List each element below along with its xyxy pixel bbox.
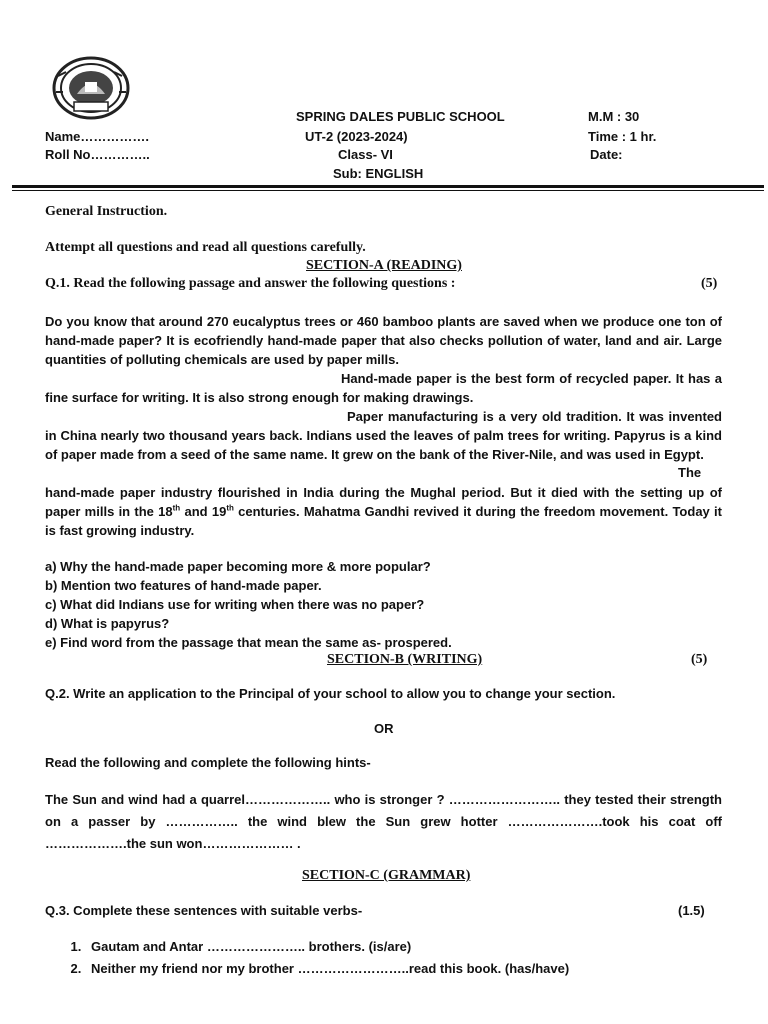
instructions-text: Attempt all questions and read all questions carefully.	[45, 240, 366, 255]
section-c-heading: SECTION-C (GRAMMAR)	[302, 868, 471, 883]
class-label: Class- VI	[338, 147, 393, 162]
question-1: Q.1. Read the following passage and answer the following questions :	[45, 276, 456, 291]
hints-story: The Sun and wind had a quarrel……………….. who is stronger ? …………………….. they tested their strength on a passer by …………….. the wind blew the Sun grew hotter ………………….took his coat off ……………….the sun won………………… .	[45, 792, 722, 851]
question-1-marks: (5)	[701, 276, 718, 291]
list-item: 1. Gautam and Antar ………………….. brothers. (is/are)	[85, 936, 569, 958]
max-marks: M.M : 30	[588, 109, 640, 124]
instructions-title: General Instruction.	[45, 204, 168, 219]
passage-paragraph-4-start: The	[678, 465, 702, 480]
header-divider-thick	[12, 185, 764, 188]
roll-number-field: Roll No…………..	[45, 147, 150, 162]
subject-label: Sub: ENGLISH	[333, 166, 424, 181]
reading-question: a) Why the hand-made paper becoming more & more popular?	[45, 559, 431, 574]
verb-sentences	[45, 936, 569, 980]
passage-paragraph-2: Hand-made paper is the best form of recycled paper. It has a fine surface for writing. It is also strong enough for making drawings.	[45, 371, 722, 405]
school-crest-logo	[52, 56, 130, 120]
question-3: Q.3. Complete these sentences with suitable verbs-	[45, 903, 363, 918]
hints-title: Read the following and complete the following hints-	[45, 755, 371, 770]
passage-paragraph-4: hand-made paper industry flourished in India during the Mughal period. But it died with the setting up of paper mills in the 18th and 19th centuries. Mahatma Gandhi revived it during the freedom movement. Today it is fast growing industry.	[45, 485, 722, 538]
time-allowed: Time : 1 hr.	[588, 129, 657, 144]
passage-paragraph-1: Do you know that around 270 eucalyptus trees or 460 bamboo plants are saved when we produce one ton of hand-made paper? It is ecofriendly hand-made paper that also checks pollution of water, land and air. Large quantities of polluting chemicals are used by paper mills.	[45, 314, 722, 367]
school-crest-icon	[52, 56, 130, 120]
name-field: Name…………….	[45, 129, 150, 144]
question-3-marks: (1.5)	[678, 903, 705, 918]
section-a-heading: SECTION-A (READING)	[306, 258, 462, 273]
or-separator: OR	[374, 721, 394, 736]
reading-question: c) What did Indians use for writing when there was no paper?	[45, 597, 425, 612]
passage-paragraph-3: Paper manufacturing is a very old tradition. It was invented in China nearly two thousand years back. Indians used the leaves of palm trees for writing. Papyrus is a kind of paper made from a seed of the same name. It grew on the bank of the River-Nile, and was used in Egypt.	[45, 409, 722, 462]
section-b-heading: SECTION-B (WRITING)	[327, 652, 483, 667]
section-b-marks: (5)	[691, 652, 708, 667]
question-2: Q.2. Write an application to the Principal of your school to allow you to change your section.	[45, 686, 616, 701]
date-field: Date:	[590, 147, 623, 162]
test-name: UT-2 (2023-2024)	[305, 129, 408, 144]
list-item: 2. Neither my friend nor my brother ……………………..read this book. (has/have)	[85, 958, 569, 980]
reading-questions	[45, 557, 452, 652]
reading-question: b) Mention two features of hand-made paper.	[45, 578, 322, 593]
school-name: SPRING DALES PUBLIC SCHOOL	[296, 109, 505, 124]
header-divider-thin	[12, 190, 764, 191]
reading-question: d) What is papyrus?	[45, 616, 170, 631]
reading-question: e) Find word from the passage that mean the same as- prospered.	[45, 635, 452, 650]
